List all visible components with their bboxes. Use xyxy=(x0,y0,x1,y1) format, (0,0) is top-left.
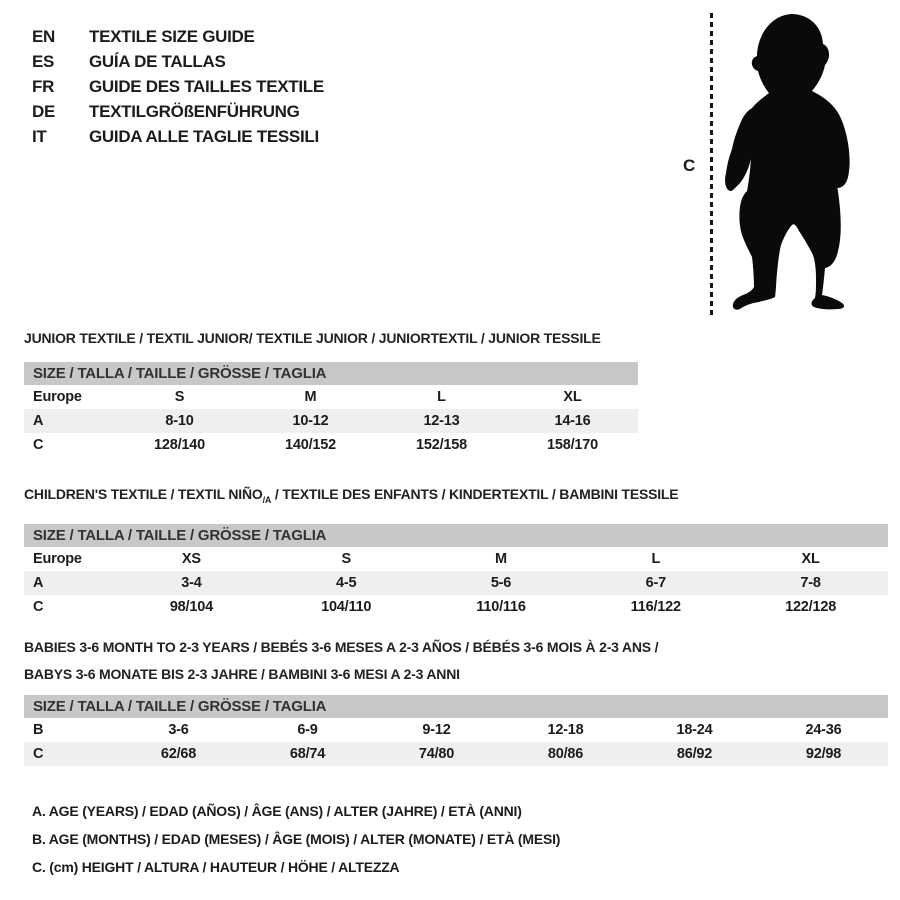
table-row-months xyxy=(24,718,888,742)
age-cell: 8-10 xyxy=(165,413,194,429)
size-header-bar: SIZE / TALLA / TAILLE / GRÖSSE / TAGLIA xyxy=(24,362,638,385)
language-label: GUIDA ALLE TAGLIE TESSILI xyxy=(89,126,319,146)
height-cell: 122/128 xyxy=(785,598,837,615)
language-code: FR xyxy=(32,76,55,96)
legend-line-a: A. AGE (YEARS) / EDAD (AÑOS) / ÂGE (ANS) / ALTER (JAHRE) / ETÀ (ANNI) xyxy=(32,803,522,819)
language-code: DE xyxy=(32,101,56,121)
table-row-age xyxy=(24,571,888,595)
size-cell: S xyxy=(341,550,351,567)
height-cell: 80/86 xyxy=(547,746,584,762)
legend xyxy=(32,797,560,881)
children-size-section xyxy=(24,484,888,619)
height-cell: 86/92 xyxy=(676,746,713,762)
size-cell: XL xyxy=(563,389,582,405)
age-cell: 4-5 xyxy=(336,574,357,591)
language-code: ES xyxy=(32,51,55,71)
row-label: A xyxy=(33,574,44,591)
table-row-age xyxy=(24,409,638,433)
size-cell: XL xyxy=(801,550,820,567)
height-measure-label: C xyxy=(683,156,696,175)
legend-line-b: B. AGE (MONTHS) / EDAD (MESES) / ÂGE (MOIS) / ALTER (MONATE) / ETÀ (MESI) xyxy=(32,831,561,847)
height-cell: 152/158 xyxy=(415,437,467,453)
height-cell: 62/68 xyxy=(160,746,197,762)
height-cell: 98/104 xyxy=(169,598,213,615)
row-label: B xyxy=(33,722,44,738)
height-dotted-line xyxy=(710,13,713,318)
title-line-2: BABYS 3-6 MONATE BIS 2-3 JAHRE / BAMBINI 3-6 MESI A 2-3 ANNI xyxy=(24,666,460,682)
height-cell: 74/80 xyxy=(418,746,455,762)
age-cell: 10-12 xyxy=(292,413,329,429)
size-cell: L xyxy=(437,389,446,405)
babies-size-section xyxy=(24,634,888,766)
size-cell: S xyxy=(174,389,185,405)
junior-size-section xyxy=(24,328,638,457)
language-row-de xyxy=(32,99,324,124)
language-list xyxy=(32,24,324,149)
language-label: GUIDE DES TAILLES TEXTILE xyxy=(89,76,324,96)
title-subscript: /A xyxy=(262,494,272,505)
language-code: EN xyxy=(32,26,56,46)
row-label: Europe xyxy=(33,550,82,567)
row-label: C xyxy=(33,746,44,762)
months-cell: 18-24 xyxy=(676,722,713,738)
language-row-fr xyxy=(32,74,324,99)
table-row-height xyxy=(24,433,638,457)
junior-size-table xyxy=(24,362,638,457)
language-label: TEXTILE SIZE GUIDE xyxy=(89,26,255,46)
height-cell: 158/170 xyxy=(546,437,598,453)
title-line-1: BABIES 3-6 MONTH TO 2-3 YEARS / BEBÉS 3-6 MESES A 2-3 AÑOS / BÉBÉS 3-6 MOIS À 2-3 ANS / xyxy=(24,639,659,655)
language-label: TEXTILGRÖßENFÜHRUNG xyxy=(89,101,300,121)
size-cell: L xyxy=(651,550,661,567)
language-code: IT xyxy=(32,126,47,146)
height-cell: 92/98 xyxy=(805,746,842,762)
row-label: C xyxy=(33,437,44,453)
age-cell: 6-7 xyxy=(645,574,666,591)
title-part: CHILDREN'S TEXTILE / TEXTIL NIÑO xyxy=(24,486,263,502)
legend-line-c: C. (cm) HEIGHT / ALTURA / HAUTEUR / HÖHE / ALTEZZA xyxy=(32,859,400,875)
language-label: GUÍA DE TALLAS xyxy=(89,51,226,71)
height-cell: 104/110 xyxy=(321,598,372,615)
children-size-table xyxy=(24,524,888,619)
months-cell: 3-6 xyxy=(168,722,189,738)
table-row-europe xyxy=(24,385,638,409)
babies-table-title xyxy=(24,634,888,688)
height-cell: 116/122 xyxy=(630,598,681,615)
height-cell: 110/116 xyxy=(476,598,526,615)
table-row-europe xyxy=(24,547,888,571)
language-row-it xyxy=(32,124,324,149)
size-header-bar: SIZE / TALLA / TAILLE / GRÖSSE / TAGLIA xyxy=(24,524,888,547)
row-label: Europe xyxy=(33,389,82,405)
age-cell: 7-8 xyxy=(800,574,821,591)
junior-table-title: JUNIOR TEXTILE / TEXTIL JUNIOR/ TEXTILE JUNIOR / JUNIORTEXTIL / JUNIOR TESSILE xyxy=(24,330,601,346)
months-cell: 24-36 xyxy=(805,722,842,738)
children-table-title xyxy=(24,484,888,510)
height-cell: 140/152 xyxy=(284,437,336,453)
size-cell: XS xyxy=(181,550,201,567)
age-cell: 12-13 xyxy=(423,413,460,429)
row-label: A xyxy=(33,413,44,429)
row-label: C xyxy=(33,598,44,615)
toddler-silhouette-icon xyxy=(724,11,864,311)
months-cell: 6-9 xyxy=(297,722,318,738)
age-cell: 3-4 xyxy=(181,574,202,591)
size-cell: M xyxy=(495,550,507,567)
babies-size-table xyxy=(24,695,888,766)
title-part: / TEXTILE DES ENFANTS / KINDERTEXTIL / BAMBINI TESSILE xyxy=(271,486,679,502)
language-row-en xyxy=(32,24,324,49)
height-cell: 68/74 xyxy=(289,746,326,762)
months-cell: 9-12 xyxy=(422,722,451,738)
months-cell: 12-18 xyxy=(547,722,584,738)
language-row-es xyxy=(32,49,324,74)
age-cell: 14-16 xyxy=(554,413,591,429)
size-header-bar: SIZE / TALLA / TAILLE / GRÖSSE / TAGLIA xyxy=(24,695,888,718)
height-cell: 128/140 xyxy=(153,437,205,453)
table-row-height xyxy=(24,595,888,619)
age-cell: 5-6 xyxy=(490,574,512,591)
table-row-height xyxy=(24,742,888,766)
size-cell: M xyxy=(304,389,317,405)
